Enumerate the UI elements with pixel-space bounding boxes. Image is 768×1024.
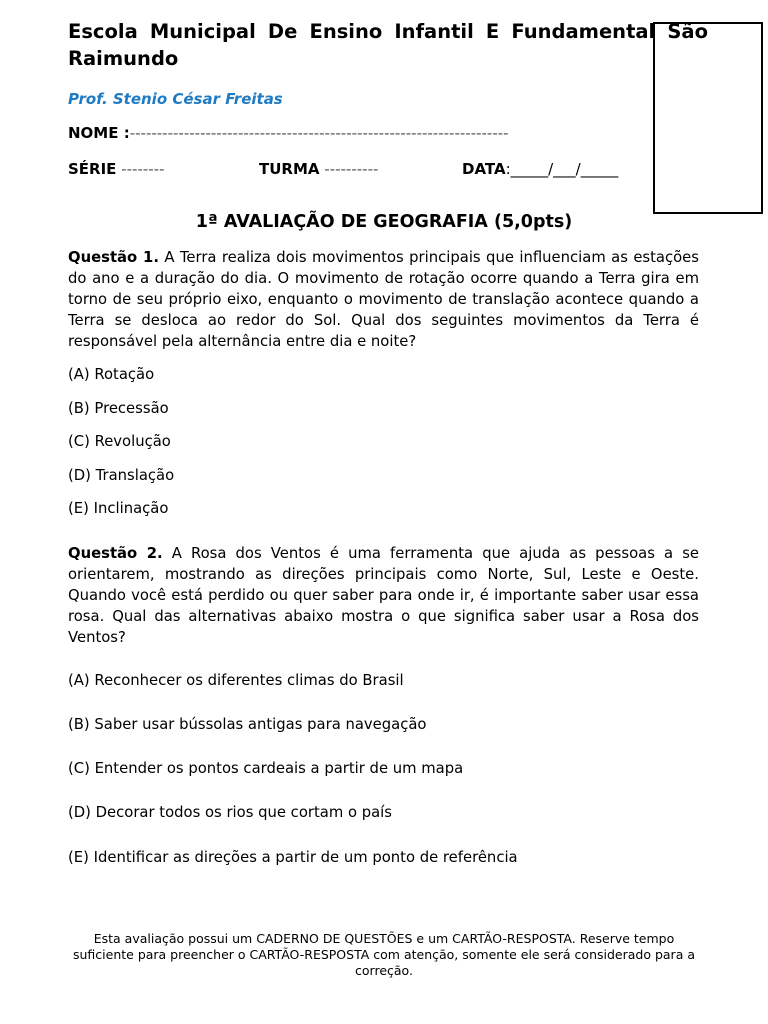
- q2-option-b: (B) Saber usar bússolas antigas para navegação: [68, 716, 427, 733]
- turma-label: TURMA: [259, 160, 320, 178]
- q2-option-d: (D) Decorar todos os rios que cortam o país: [68, 804, 392, 821]
- photo-box: [653, 22, 763, 214]
- q2-option-e: (E) Identificar as direções a partir de um ponto de referência: [68, 849, 518, 866]
- data-line: :_____/___/_____: [505, 160, 619, 178]
- question-2: [68, 543, 699, 648]
- serie-field: [68, 160, 165, 178]
- q2-option-c: (C) Entender os pontos cardeais a partir de um mapa: [68, 760, 464, 777]
- name-field: [68, 124, 509, 142]
- question-1: [68, 247, 699, 352]
- data-field: [462, 160, 618, 178]
- q1-option-a: (A) Rotação: [68, 366, 155, 383]
- school-title: Escola Municipal De Ensino Infantil E Fundamental São Raimundo: [68, 20, 708, 70]
- serie-line: --------: [121, 160, 165, 178]
- q1-option-c: (C) Revolução: [68, 433, 171, 450]
- q1-option-b: (B) Precessão: [68, 400, 169, 417]
- question-1-label: Questão 1.: [68, 249, 159, 266]
- turma-line: ----------: [324, 160, 379, 178]
- question-2-text: A Rosa dos Ventos é uma ferramenta que ajuda as pessoas a se orientarem, mostrando as direções principais como Norte, Sul, Leste e Oeste. Quando você está perdido ou quer saber para onde ir, é importante saber usar essa rosa. Qual das alternativas abaixo mostra o que significa saber usar a Rosa dos Ventos?: [68, 545, 700, 646]
- name-label: NOME :: [68, 124, 130, 142]
- q1-option-e: (E) Inclinação: [68, 500, 169, 517]
- data-label: DATA: [462, 160, 506, 178]
- q2-option-a: (A) Reconhecer os diferentes climas do Brasil: [68, 672, 404, 689]
- turma-field: [259, 160, 378, 178]
- question-2-label: Questão 2.: [68, 545, 163, 562]
- footer-note: Esta avaliação possui um CADERNO DE QUESTÕES e um CARTÃO-RESPOSTA. Reserve tempo suficiente para preencher o CARTÃO-RESPOSTA com atenção, somente ele será considerado para a correção.: [72, 931, 695, 978]
- q1-option-d: (D) Translação: [68, 467, 175, 484]
- teacher-name: Prof. Stenio César Freitas: [68, 90, 283, 108]
- exam-title: 1ª AVALIAÇÃO DE GEOGRAFIA (5,0pts): [195, 212, 573, 232]
- name-line: ----------------------------------------------------------------------: [129, 124, 509, 142]
- serie-label: SÉRIE: [68, 160, 117, 178]
- question-1-text: A Terra realiza dois movimentos principais que influenciam as estações do ano e a duração do dia. O movimento de rotação ocorre quando a Terra gira em torno de seu próprio eixo, enquanto o movimento de translação acontece quando a Terra se desloca ao redor do Sol. Qual dos seguintes movimentos da Terra é responsável pela alternância entre dia e noite?: [68, 249, 699, 350]
